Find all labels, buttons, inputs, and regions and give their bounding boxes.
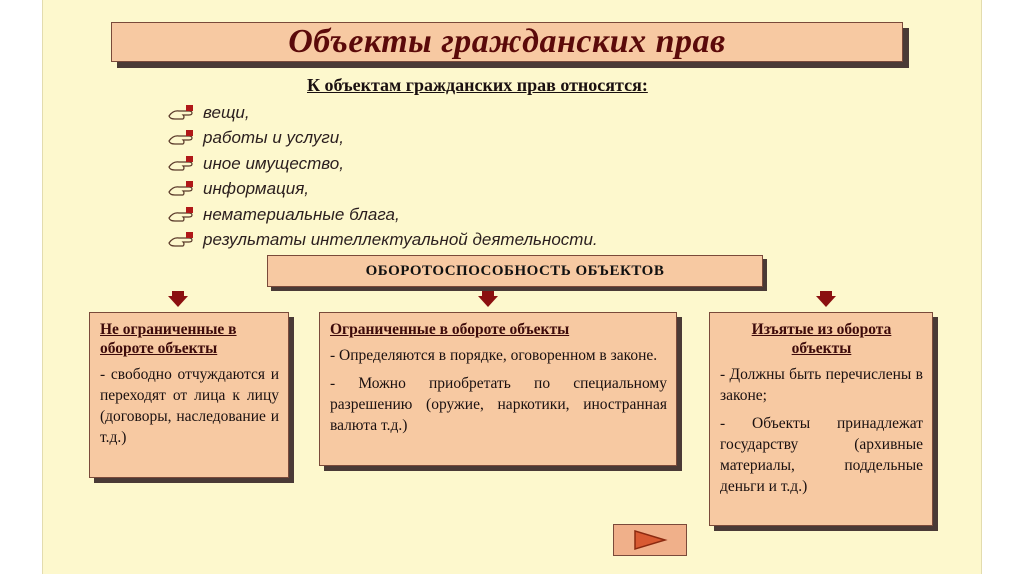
arrow-down-icon [167,290,189,308]
intro-heading: К объектам гражданских прав относятся: [307,75,648,95]
card-text: - Можно приобретать по специальному разрешению (оружие, наркотики, иностранная валюта т.д.) [330,375,667,434]
hand-pointing-icon [167,231,197,249]
card-text: - Объекты принадлежат государству (архивные материалы, поддельные деньги и т.д.) [720,415,923,495]
hand-pointing-icon [167,129,197,147]
hand-pointing-icon [167,104,197,122]
card-text: - свободно отчуждаются и переходят от лица к лицу (договоры, наследование и т.д.) [100,366,279,446]
page-title: Объекты гражданских прав [288,23,726,60]
next-slide-button[interactable] [613,524,687,556]
card-text: - Должны быть перечислены в законе; [720,366,923,404]
card-title: Не ограниченные в обороте объекты [100,321,237,357]
list-item-text: информация, [203,179,310,199]
card-unrestricted [89,312,289,478]
list-item [167,151,598,177]
list-item [167,126,598,152]
list-item [167,202,598,228]
card-withdrawn [709,312,933,526]
card-text: - Определяются в порядке, оговоренном в законе. [330,347,658,364]
arrow-down-icon [477,290,499,308]
card-title: Ограниченные в обороте объекты [330,321,570,338]
list-item-text: вещи, [203,102,250,122]
list-item [167,100,598,126]
arrow-down-icon [815,290,837,308]
list-item-text: результаты интеллектуальной деятельности. [203,230,598,250]
objects-list [167,100,598,253]
section-heading: ОБОРОТОСПОСОБНОСТЬ ОБЪЕКТОВ [267,255,763,287]
play-arrow-icon [631,529,669,551]
card-restricted [319,312,677,466]
hand-pointing-icon [167,180,197,198]
list-item-text: иное имущество, [203,153,344,173]
title-banner [111,22,903,62]
card-title: Изъятые из оборота объекты [751,321,892,357]
list-item-text: работы и услуги, [203,128,344,148]
list-item [167,228,598,254]
slide [42,0,982,574]
hand-pointing-icon [167,155,197,173]
hand-pointing-icon [167,206,197,224]
list-item-text: нематериальные блага, [203,204,400,224]
list-item [167,177,598,203]
